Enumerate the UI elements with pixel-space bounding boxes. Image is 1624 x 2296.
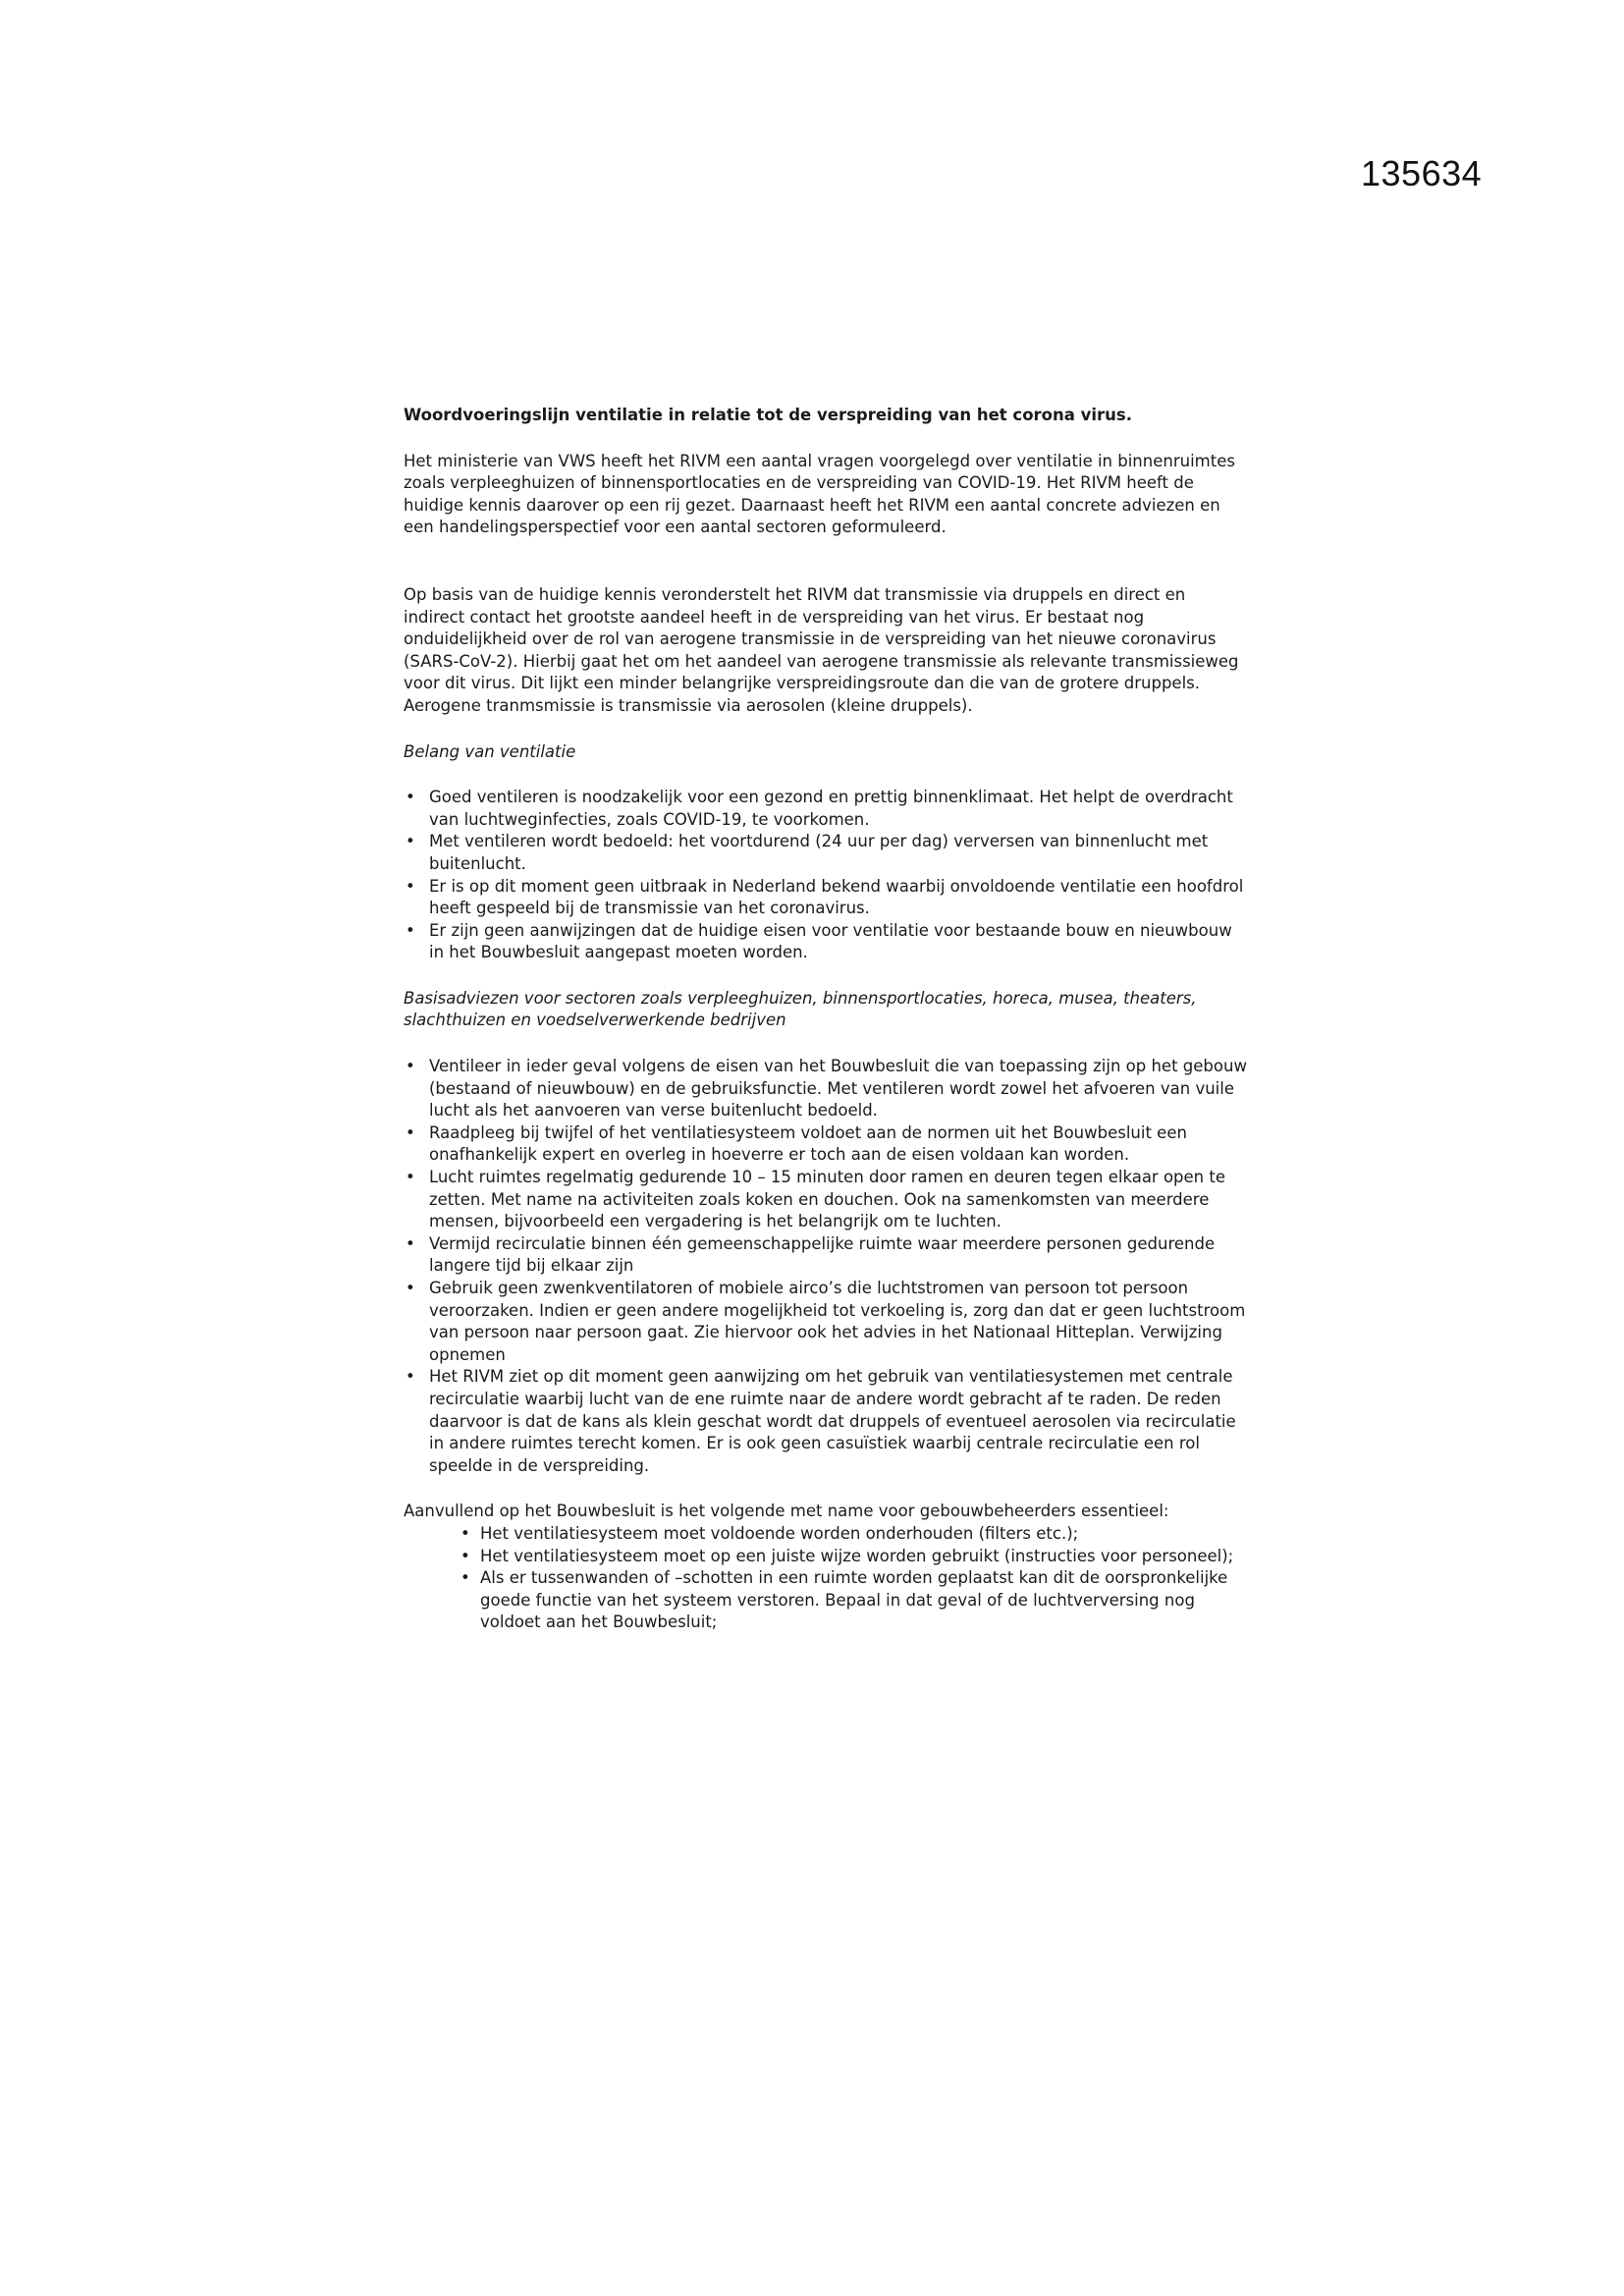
list-item-text: Het ventilatiesysteem moet op een juiste wijze worden gebruikt (instructies voor personeel); — [480, 1546, 1234, 1565]
list-item-text: Het ventilatiesysteem moet voldoende worden onderhouden (filters etc.); — [480, 1523, 1079, 1543]
supplement-intro: Aanvullend op het Bouwbesluit is het volgende met name voor gebouwbeheerders essentieel: — [404, 1502, 1169, 1521]
list-item-text: Er is op dit moment geen uitbraak in Nederland bekend waarbij onvoldoende ventilatie een hoofdrol heeft gespeeld bij de transmissie van het coronavirus. — [429, 876, 1244, 918]
advice-bullet-list — [404, 1056, 1248, 1477]
list-item-text: Het RIVM ziet op dit moment geen aanwijzing om het gebruik van ventilatiesystemen met centrale recirculatie waarbij lucht van de ene ruimte naar de andere wordt gebracht af te raden. De reden daarvoor is dat de kans als klein geschat wordt dat druppels of eventueel aerosolen via recirculatie in andere ruimtes terecht komen. Er is ook geen casuïstiek waarbij centrale recirculatie een rol speelde in de verspreiding. — [429, 1367, 1236, 1475]
spacer — [404, 563, 1248, 584]
section-heading-advice: Basisadviezen voor sectoren zoals verpleeghuizen, binnensportlocaties, horeca, musea, theaters, slachthuizen en voedselverwerkende bedrijven — [404, 988, 1197, 1030]
list-item-text: Ventileer in ieder geval volgens de eisen van het Bouwbesluit die van toepassing zijn op het gebouw (bestaand of nieuwbouw) en de gebruiksfunctie. Met ventileren wordt zowel het afvoeren van vuile lucht als het aanvoeren van verse buitenlucht bedoeld. — [429, 1057, 1247, 1121]
bullet-icon: • — [406, 832, 415, 851]
list-item-text: Lucht ruimtes regelmatig gedurende 10 – 15 minuten door ramen en deuren tegen elkaar open te zetten. Met name na activiteiten zoals koken en douchen. Ook na samenkomsten van meerdere mensen, bijvoorbeeld een vergadering is het belangrijk om te luchten. — [429, 1168, 1225, 1231]
list-item-text: Raadpleeg bij twijfel of het ventilatiesysteem voldoet aan de normen uit het Bouwbesluit een onafhankelijk expert en overleg in hoeverre er toch aan de eisen voldaan kan worden. — [429, 1122, 1187, 1165]
bullet-icon: • — [406, 1233, 415, 1253]
importance-bullet-list — [404, 787, 1248, 964]
list-item — [404, 876, 1248, 920]
bullet-icon: • — [406, 1122, 415, 1142]
bullet-icon: • — [406, 920, 415, 940]
supplement-bullet-list — [404, 1523, 1248, 1634]
list-item — [455, 1546, 1248, 1568]
list-item — [404, 1366, 1248, 1477]
list-item-text: Er zijn geen aanwijzingen dat de huidige eisen voor ventilatie voor bestaande bouw en nieuwbouw in het Bouwbesluit aangepast moeten worden. — [429, 920, 1232, 962]
bullet-icon: • — [406, 1057, 415, 1076]
bullet-icon: • — [460, 1523, 470, 1543]
intro-paragraph: Het ministerie van VWS heeft het RIVM een aantal vragen voorgelegd over ventilatie in binnenruimtes zoals verpleeghuizen of binnensportlocaties en de verspreiding van COVID-19. Het RIVM heeft de huidige kennis daarover op een rij gezet. Daarnaast heeft het RIVM een aantal concrete adviezen en een handelingsperspectief voor een aantal sectoren geformuleerd. — [404, 451, 1235, 537]
bullet-icon: • — [406, 1367, 415, 1387]
list-item-text: Met ventileren wordt bedoeld: het voortdurend (24 uur per dag) verversen van binnenlucht met buitenlucht. — [429, 832, 1209, 873]
list-item — [404, 831, 1248, 875]
list-item-text: Als er tussenwanden of –schotten in een ruimte worden geplaatst kan dit de oorspronkelijke goede functie van het systeem verstoren. Bepaal in dat geval of de luchtverversing nog voldoet aan het Bouwbesluit; — [480, 1568, 1228, 1632]
list-item-text: Vermijd recirculatie binnen één gemeenschappelijke ruimte waar meerdere personen gedurende langere tijd bij elkaar zijn — [429, 1233, 1216, 1276]
document-body — [404, 405, 1248, 1634]
bullet-icon: • — [406, 876, 415, 896]
list-item-text: Gebruik geen zwenkventilatoren of mobiele airco’s die luchtstromen van persoon tot persoon veroorzaken. Indien er geen andere mogelijkheid tot verkoeling is, zorg dan dat er geen luchtstroom van persoon naar persoon gaat. Zie hiervoor ook het advies in het Nationaal Hitteplan. Verwijzing opnemen — [429, 1279, 1246, 1364]
bullet-icon: • — [460, 1568, 470, 1588]
list-item — [455, 1523, 1248, 1546]
bullet-icon: • — [406, 1168, 415, 1187]
list-item — [404, 1056, 1248, 1122]
section-heading-importance: Belang van ventilatie — [404, 741, 576, 761]
list-item-text: Goed ventileren is noodzakelijk voor een gezond en prettig binnenklimaat. Het helpt de overdracht van luchtweginfecties, zoals COVID-19, te voorkomen. — [429, 788, 1233, 829]
basis-paragraph: Op basis van de huidige kennis veronderstelt het RIVM dat transmissie via druppels en direct en indirect contact het grootste aandeel heeft in de verspreiding van het virus. Er bestaat nog onduidelijkheid over de rol van aerogene transmissie in de verspreiding van het nieuwe coronavirus (SARS-CoV-2). Hierbij gaat het om het aandeel van aerogene transmissie als relevante transmissieweg voor dit virus. Dit lijkt een minder belangrijke verspreidingsroute dan die van de grotere druppels. Aerogene tranmsmissie is transmissie via aerosolen (kleine druppels). — [404, 584, 1239, 715]
list-item — [455, 1567, 1248, 1634]
list-item — [404, 1278, 1248, 1366]
list-item — [404, 1233, 1248, 1278]
bullet-icon: • — [406, 788, 415, 807]
list-item — [404, 920, 1248, 964]
bullet-icon: • — [460, 1546, 470, 1565]
list-item — [404, 1122, 1248, 1167]
document-number: 135634 — [1361, 153, 1483, 193]
list-item — [404, 787, 1248, 831]
list-item — [404, 1167, 1248, 1233]
document-title: Woordvoeringslijn ventilatie in relatie tot de verspreiding van het corona virus. — [404, 406, 1133, 424]
bullet-icon: • — [406, 1279, 415, 1297]
